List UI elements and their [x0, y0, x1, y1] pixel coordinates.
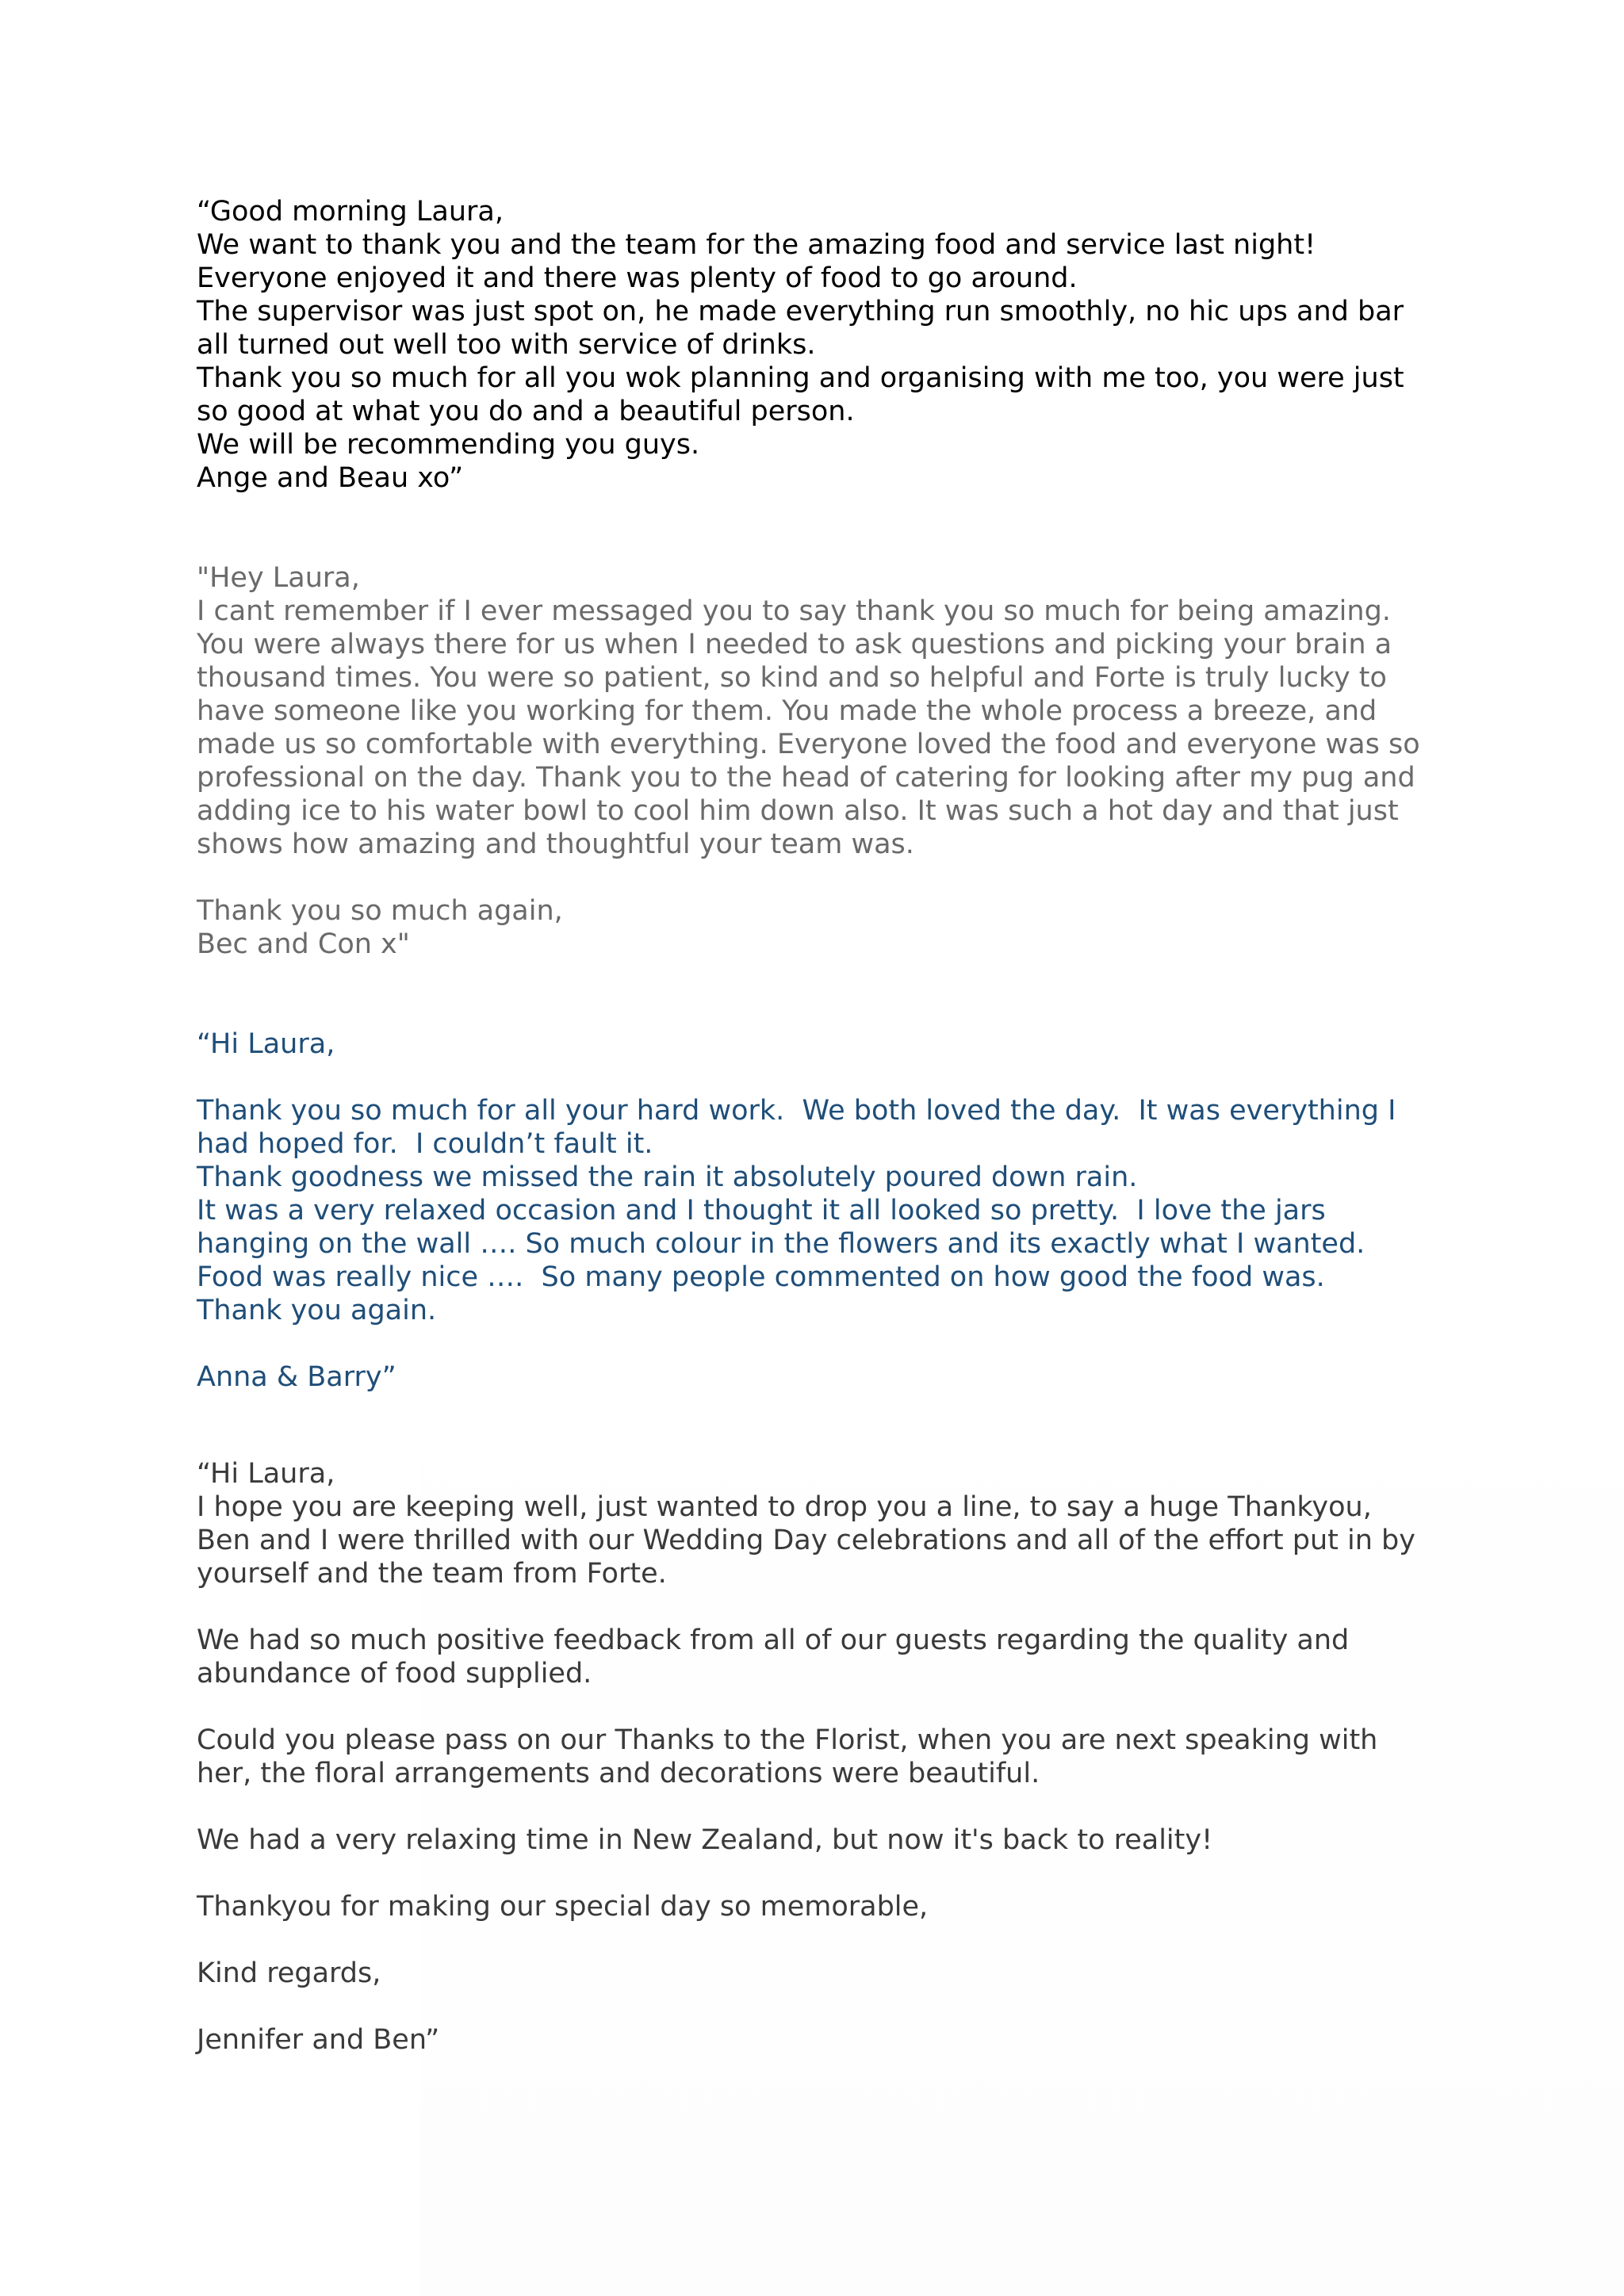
text-line: We had so much positive feedback from all of our guests regarding the quality and [197, 1624, 1350, 1656]
text-line: Thankyou for making our special day so memorable, [197, 1891, 929, 1923]
text-line: I cant remember if I ever messaged you to say thank you so much for being amazing. [197, 595, 1391, 627]
text-line: Thank goodness we missed the rain it absolutely poured down rain. [197, 1161, 1138, 1193]
text-line: made us so comfortable with everything. Everyone loved the food and everyone was so [197, 729, 1420, 760]
text-line: “Hi Laura, [197, 1028, 335, 1060]
text-line [197, 1061, 1434, 1094]
text-line: yourself and the team from Forte. [197, 1558, 667, 1590]
testimonial-bec-con [197, 561, 1434, 961]
text-line [197, 1327, 1434, 1360]
text-line: Everyone enjoyed it and there was plenty of food to go around. [197, 262, 1078, 294]
text-line: Thank you again. [197, 1295, 437, 1326]
text-line: her, the floral arrangements and decorations were beautiful. [197, 1758, 1040, 1789]
text-line: abundance of food supplied. [197, 1658, 592, 1689]
text-line [197, 1923, 1434, 1957]
text-line [197, 1690, 1434, 1724]
text-line: shows how amazing and thoughtful your team was. [197, 828, 914, 860]
text-line [197, 1990, 1434, 2023]
text-line: Thank you so much for all you wok planning and organising with me too, you were just [197, 362, 1404, 394]
text-line: had hoped for. I couldn’t fault it. [197, 1128, 653, 1160]
text-line: Kind regards, [197, 1957, 381, 1989]
text-line: We want to thank you and the team for the amazing food and service last night! [197, 229, 1316, 261]
text-line: hanging on the wall …. So much colour in the flowers and its exactly what I wanted. [197, 1228, 1365, 1260]
text-line: We will be recommending you guys. [197, 429, 700, 461]
text-line: Food was really nice …. So many people commented on how good the food was. [197, 1261, 1325, 1293]
text-line [197, 1590, 1434, 1624]
text-line: We had a very relaxing time in New Zealand, but now it's back to reality! [197, 1824, 1213, 1856]
text-line: Jennifer and Ben” [197, 2024, 440, 2056]
text-line: Thank you so much for all your hard work. We both loved the day. It was everything I [197, 1095, 1396, 1127]
text-line: so good at what you do and a beautiful person. [197, 396, 855, 427]
text-line: "Hey Laura, [197, 562, 360, 594]
text-line: Ben and I were thrilled with our Wedding Day celebrations and all of the effort put in by [197, 1525, 1415, 1556]
testimonial-anna-barry [197, 1027, 1434, 1394]
text-line: You were always there for us when I needed to ask questions and picking your brain a [197, 629, 1392, 660]
text-line: Ange and Beau xo” [197, 462, 464, 494]
testimonial-jennifer-ben [197, 1457, 1434, 2057]
text-line: The supervisor was just spot on, he made everything run smoothly, no hic ups and bar [197, 296, 1404, 327]
text-line [197, 861, 1434, 894]
text-line: Bec and Con x" [197, 928, 410, 960]
text-line [197, 1790, 1434, 1823]
text-line: I hope you are keeping well, just wanted to drop you a line, to say a huge Thankyou, [197, 1491, 1372, 1523]
text-line: Thank you so much again, [197, 895, 563, 927]
text-line: “Good morning Laura, [197, 196, 504, 228]
testimonial-ange-beau [197, 195, 1434, 495]
text-line: Anna & Barry” [197, 1361, 396, 1393]
text-line: professional on the day. Thank you to the head of catering for looking after my pug and [197, 762, 1415, 794]
text-line: It was a very relaxed occasion and I thought it all looked so pretty. I love the jars [197, 1195, 1326, 1226]
text-line: “Hi Laura, [197, 1458, 335, 1490]
text-line: adding ice to his water bowl to cool him down also. It was such a hot day and that just [197, 795, 1399, 827]
text-line: have someone like you working for them. You made the whole process a breeze, and [197, 695, 1377, 727]
text-line: all turned out well too with service of drinks. [197, 329, 816, 361]
text-line: thousand times. You were so patient, so kind and so helpful and Forte is truly lucky to [197, 662, 1387, 694]
text-line [197, 1857, 1434, 1890]
text-line: Could you please pass on our Thanks to the Florist, when you are next speaking with [197, 1724, 1378, 1756]
